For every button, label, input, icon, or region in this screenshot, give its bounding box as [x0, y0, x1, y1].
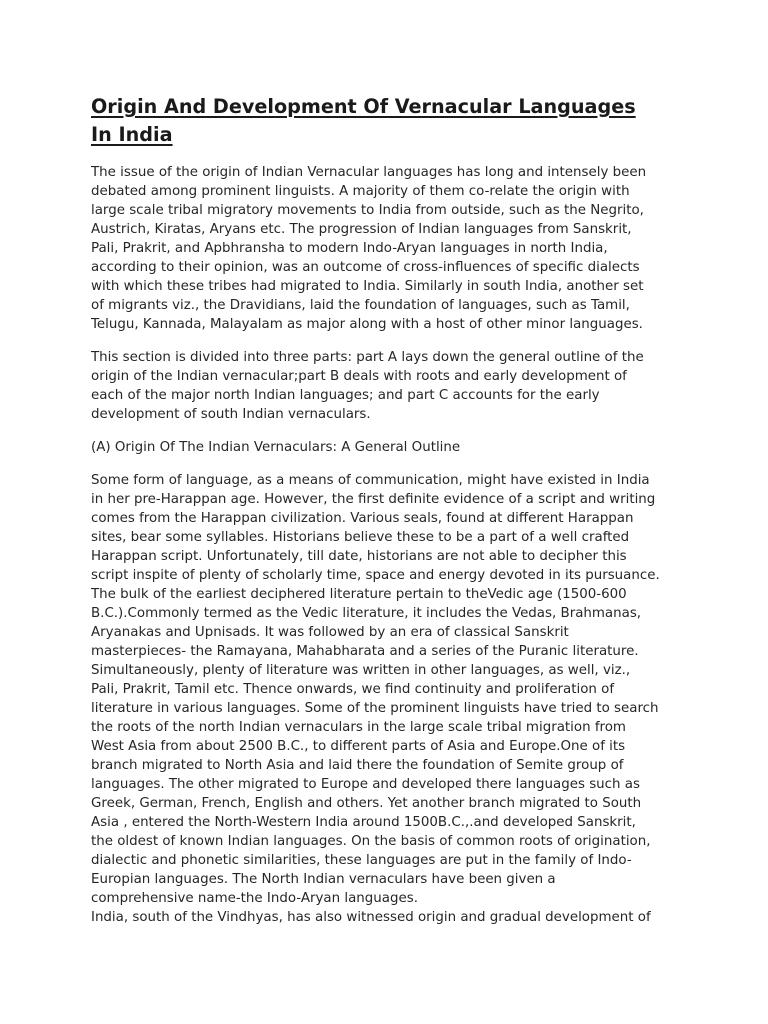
text-line: with which these tribes had migrated to India. Similarly in south India, another set: [91, 279, 644, 294]
text-line: of migrants viz., the Dravidians, laid the foundation of languages, such as Tamil,: [91, 298, 630, 313]
text-line: comes from the Harappan civilization. Various seals, found at different Harappan: [91, 511, 634, 526]
text-line: debated among prominent linguists. A majority of them co-relate the origin with: [91, 184, 630, 199]
text-line: languages. The other migrated to Europe and developed there languages such as: [91, 777, 640, 792]
text-line: each of the major north Indian languages; and part C accounts for the early: [91, 388, 600, 403]
title-line: Origin And Development Of Vernacular Languages: [91, 95, 636, 118]
section-overview-paragraph: [91, 348, 681, 424]
text-line: (A) Origin Of The Indian Vernaculars: A General Outline: [91, 440, 461, 455]
text-line: Pali, Prakrit, and Apbhransha to modern Indo-Aryan languages in north India,: [91, 241, 608, 256]
text-line: Asia , entered the North-Western India around 1500B.C.,.and developed Sanskrit,: [91, 815, 636, 830]
text-line: branch migrated to North Asia and laid there the foundation of Semite group of: [91, 758, 624, 773]
text-line: according to their opinion, was an outcome of cross-influences of specific dialects: [91, 260, 640, 275]
title-line: In India: [91, 123, 173, 146]
text-line: masterpieces- the Ramayana, Mahabharata and a series of the Puranic literature.: [91, 644, 639, 659]
text-line: the oldest of known Indian languages. On the basis of common roots of origination,: [91, 834, 651, 849]
text-line: Some form of language, as a means of communication, might have existed in India: [91, 473, 650, 488]
text-line: The bulk of the earliest deciphered literature pertain to theVedic age (1500-600: [91, 587, 627, 602]
intro-paragraph: [91, 163, 681, 334]
text-line: Harappan script. Unfortunately, till date, historians are not able to decipher this: [91, 549, 627, 564]
text-line: sites, bear some syllables. Historians believe these to be a part of a well crafted: [91, 530, 630, 545]
text-line: the roots of the north Indian vernaculars in the large scale tribal migration from: [91, 720, 626, 735]
text-line: comprehensive name-the Indo-Aryan languages.: [91, 891, 418, 906]
text-line: Greek, German, French, English and others. Yet another branch migrated to South: [91, 796, 642, 811]
document-page: [91, 93, 681, 927]
text-line: large scale tribal migratory movements to India from outside, such as the Negrito,: [91, 203, 644, 218]
text-line: Telugu, Kannada, Malayalam as major along with a host of other minor languages.: [91, 317, 643, 332]
text-line: This section is divided into three parts: part A lays down the general outline of the: [91, 350, 644, 365]
section-a-heading: [91, 438, 681, 457]
text-line: The issue of the origin of Indian Vernacular languages has long and intensely been: [91, 165, 647, 180]
text-line: B.C.).Commonly termed as the Vedic literature, it includes the Vedas, Brahmanas,: [91, 606, 642, 621]
document-title: [91, 93, 681, 149]
text-line: script inspite of plenty of scholarly time, space and energy devoted in its pursuance.: [91, 568, 660, 583]
text-line: Aryanakas and Upnisads. It was followed by an era of classical Sanskrit: [91, 625, 569, 640]
text-line: India, south of the Vindhyas, has also witnessed origin and gradual development of: [91, 910, 651, 925]
text-line: development of south Indian vernaculars.: [91, 407, 371, 422]
document-body: [91, 163, 681, 927]
text-line: origin of the Indian vernacular;part B deals with roots and early development of: [91, 369, 627, 384]
text-line: Simultaneously, plenty of literature was written in other languages, as well, viz.,: [91, 663, 631, 678]
text-line: in her pre-Harappan age. However, the first definite evidence of a script and writing: [91, 492, 656, 507]
text-line: Pali, Prakrit, Tamil etc. Thence onwards, we find continuity and proliferation of: [91, 682, 615, 697]
text-line: Austrich, Kiratas, Aryans etc. The progression of Indian languages from Sanskrit,: [91, 222, 632, 237]
text-line: West Asia from about 2500 B.C., to different parts of Asia and Europe.One of its: [91, 739, 626, 754]
text-line: Europian languages. The North Indian vernaculars have been given a: [91, 872, 556, 887]
text-line: dialectic and phonetic similarities, these languages are put in the family of Indo-: [91, 853, 632, 868]
section-a-paragraph: [91, 471, 681, 927]
text-line: literature in various languages. Some of the prominent linguists have tried to search: [91, 701, 659, 716]
